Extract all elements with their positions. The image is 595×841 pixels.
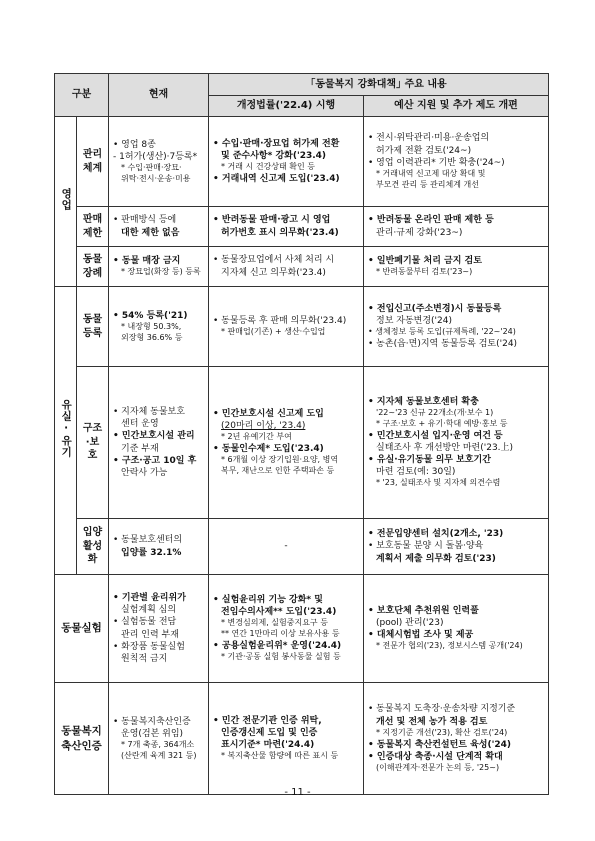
row-label-adoption: 입양활성화 [77,519,109,575]
row-label-funeral: 동물장례 [77,247,109,287]
registration-law: • 동물등록 후 판매 의무화('23.4) * 판매업(기존) + 생산·수입업 [209,287,364,367]
cert-current: • 동물복지축산인증 운영(검본 위임) * 7개 축종, 364개소 (산란계 육계 321 등) [109,683,209,795]
rescue-law: • 민간보호시설 신고제 도입 (20마리 이상, '23.4) * 2년 유예기간 부여 • 동물인수제* 도입('23.4) * 6개월 이상 장기입원·요양, 병역 복무, 재난으로 인한 주택파손 등 [209,367,364,519]
mgmt-law: • 수입·판매·장묘업 허가제 전환 및 준수사항* 강화('23.4) * 거래 시 건강상태 확인 등 • 거래내역 신고제 도입('23.4) [209,117,364,207]
header-current: 현재 [109,74,209,117]
section-cert: 동물복지축산인증 [55,683,109,795]
adoption-budget: • 전문입양센터 설치(2개소, '23) • 보호동물 분양 시 돌봄·양육 계획서 제출 의무화 검토('23) [364,519,549,575]
rescue-budget: • 지자체 동물보호센터 확충 '22~'23 신규 22개소(개·보수 1) * 구조·보호 + 유기·학대 예방·홍보 등 • 민간보호시설 입지·운영 여건 등 실태조사 후 개선방안 마련('23.上) • 유실·유기동물 의무 보호기간 마련 검토(예: 30일) * '23, 실태조사 및 지자체 의견수렴 [364,367,549,519]
funeral-current: • 동물 매장 금지 * 장묘업(화장 등) 등록 [109,247,209,287]
experiment-law: • 실험윤리위 기능 강화* 및 전임수의사제** 도입('23.4) * 변경심의제, 실험중지요구 등 ** 연간 1만마리 이상 보유사용 등 • 공용실험윤리위* 운영('24.4) * 기관·공동 실험 봉사동물 실험 등 [209,575,364,683]
adoption-current: • 동물보호센터의 입양률 32.1% [109,519,209,575]
row-label-rescue: 구조·보호 [77,367,109,519]
header-law: 개정법률('22.4) 시행 [209,96,364,117]
row-label-sales: 판매제한 [77,207,109,247]
experiment-budget: • 보호단체 추천위원 인력풀 (pool) 관리('23) • 대체시험법 조사 및 제공 * 전문가 협의('23), 정보시스템 공개('24) [364,575,549,683]
section-loss: 유실·유기 [55,287,77,575]
experiment-current: • 기관별 윤리위가 실험계획 심의 • 실험동물 전담 관리 인력 부재 • 화장품 동물실험 원칙적 금지 [109,575,209,683]
sales-budget: • 반려동물 온라인 판매 제한 등 관리·규제 강화('23~) [364,207,549,247]
section-business: 영업 [55,117,77,287]
cert-law: • 민간 전문기관 인증 위탁, 인증갱신제 도입 및 인증 표시기준* 마련('24.4) * 복지축산물 함량에 따른 표시 등 [209,683,364,795]
registration-current: • 54% 등록('21) * 내장형 50.3%, 외장형 36.6% 등 [109,287,209,367]
mgmt-current: • 영업 8종 - 1허가(생산)·7등록* * 수입·판매·장묘· 위탁·전시·운송·미용 [109,117,209,207]
rescue-current: • 지자체 동물보호 센터 운영 • 민간보호시설 관리 기준 부재 • 구조·공고 10일 후 안락사 가능 [109,367,209,519]
funeral-law: • 동물장묘업에서 사체 처리 시 지자체 신고 의무화('23.4) [209,247,364,287]
registration-budget: • 전입신고(주소변경)시 동물등록 정보 자동변경('24) • 생체정보 등록 도입(규제특례, '22~'24) • 농촌(읍·면)지역 동물등록 검토('24) [364,287,549,367]
sales-law: • 반려동물 판매·광고 시 영업 허가번호 표시 의무화('23.4) [209,207,364,247]
page-number: - 11 - [284,787,311,798]
header-category: 구분 [55,74,109,117]
row-label-mgmt: 관리체계 [77,117,109,207]
header-main-plan: ｢동물복지 강화대책｣ 주요 내용 [209,74,549,96]
mgmt-budget: • 전시·위탁관리·미용·운송업의 허가제 전환 검토('24~) • 영업 이력관리* 기반 확충('24~) * 거래내역 신고제 대상 확대 및 부모견 관리 등 관리체계 개선 [364,117,549,207]
welfare-policy-table [54,73,549,795]
header-budget: 예산 지원 및 추가 제도 개편 [364,96,549,117]
row-label-registration: 동물등록 [77,287,109,367]
sales-current: • 판매방식 등에 대한 제한 없음 [109,207,209,247]
adoption-law: - [209,519,364,575]
cert-budget: • 동물복지 도축장·운송차량 지정기준 개선 및 전체 농가 적용 검토 * 지정기준 개선('23), 확산 검토('24) • 동물복지 축산컨설턴트 육성('24) • 인증대상 축종·시설 단계적 확대 (이해관계자·전문가 논의 등, '25~) [364,683,549,795]
section-experiment: 동물실험 [55,575,109,683]
funeral-budget: • 일반폐기물 처리 금지 검토 * 반려동물부터 검토('23~) [364,247,549,287]
